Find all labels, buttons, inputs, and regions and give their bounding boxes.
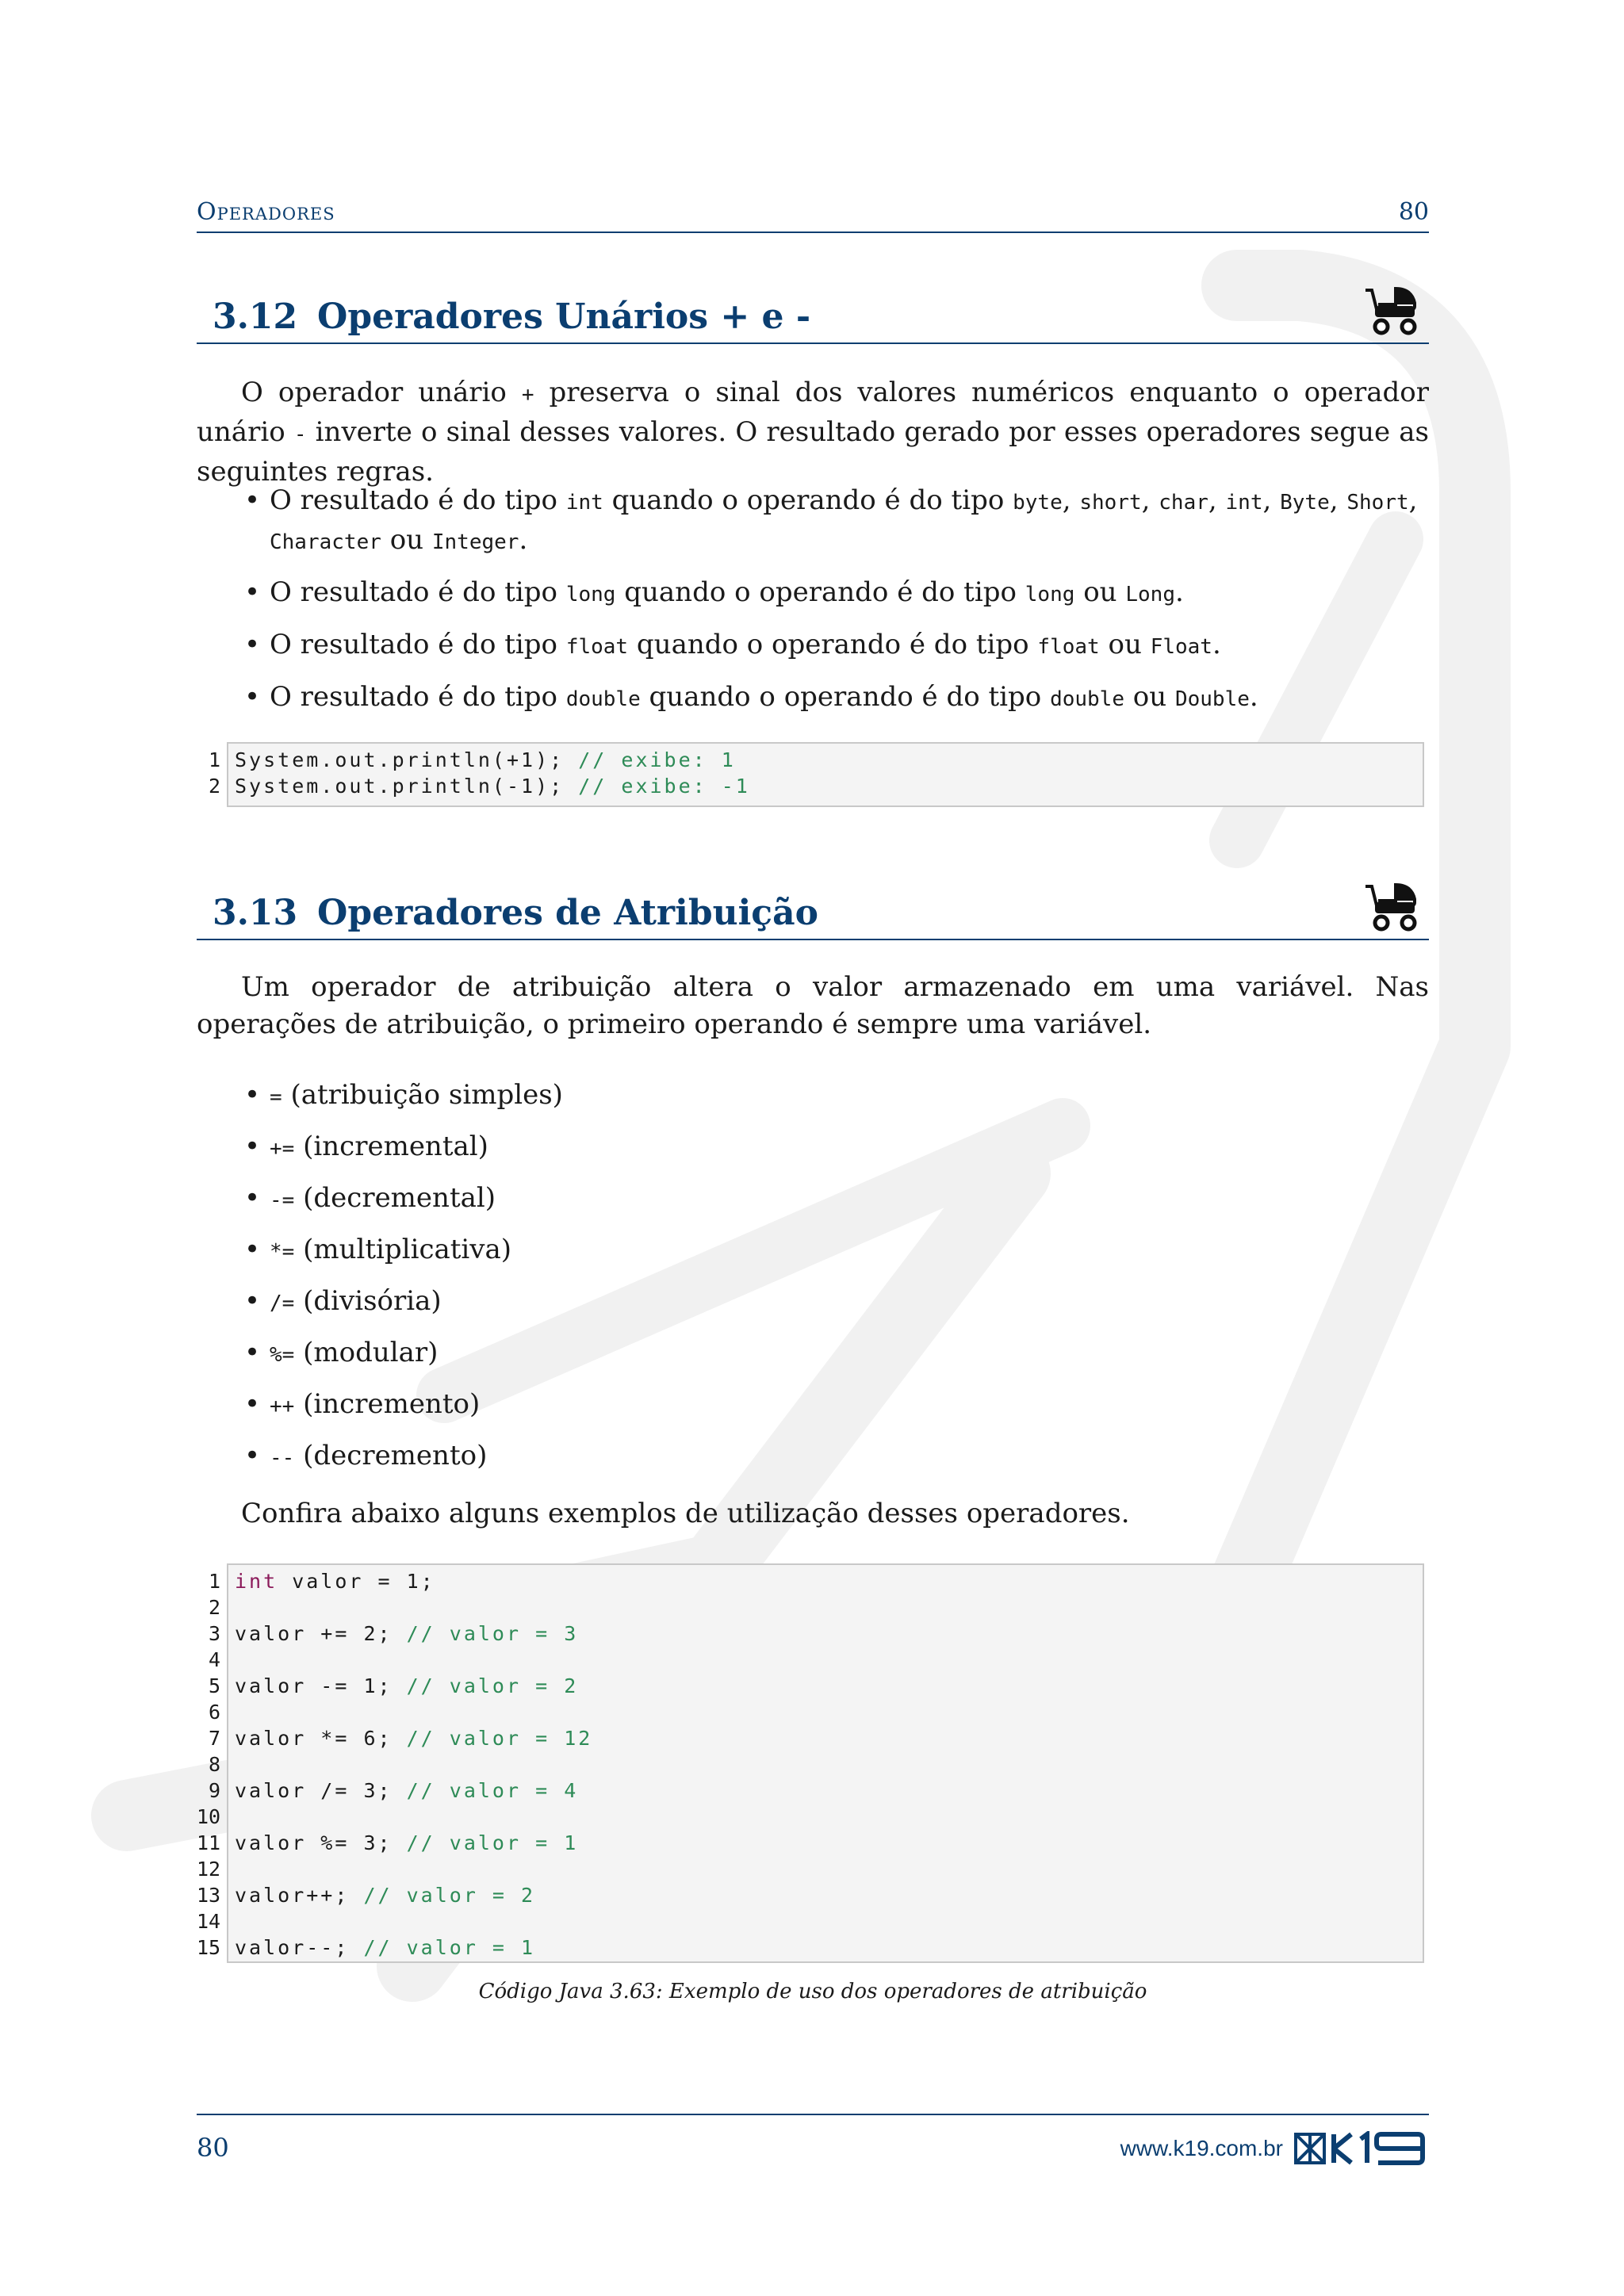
code-line: 1 System.out.println(+1); // exibe: 1 — [208, 748, 736, 771]
k19-logo-icon — [1294, 2131, 1429, 2166]
code-line: 8 — [208, 1753, 220, 1776]
list-item: • -= (decremental) — [244, 1182, 496, 1214]
section-3-12-paragraph: O operador unário + preserva o sinal dos valores numéricos enquanto o operador unário - inverte o sinal desses valores. O resultado gerado por esses operadores segue as seguintes regras. — [197, 377, 1430, 488]
code-line: 3 valor += 2; // valor = 3 — [208, 1622, 579, 1645]
baby-carriage-icon — [1364, 882, 1421, 932]
header-page-number: 80 — [1398, 198, 1429, 226]
unary-rules-list — [197, 482, 1429, 718]
code-line: 10 — [197, 1805, 221, 1828]
list-item: • O resultado é do tipo float quando o operando é do tipo float ou Float. — [244, 629, 1221, 660]
list-item: • %= (modular) — [244, 1337, 439, 1368]
code-line: 12 — [197, 1858, 221, 1881]
code-line: 15 valor--; // valor = 1 — [197, 1936, 536, 1959]
section-heading-3-12 — [197, 290, 1429, 344]
section-heading-3-13 — [197, 886, 1429, 940]
code-block-unary — [208, 742, 1424, 807]
code-line: 1 int valor = 1; — [208, 1570, 435, 1593]
list-item: • ++ (incremento) — [244, 1388, 481, 1420]
code-line: 2 — [208, 1596, 220, 1619]
section-title: Operadores Unários + e - — [317, 297, 811, 337]
code-line: 2 System.out.println(-1); // exibe: -1 — [208, 775, 750, 798]
code-line: 7 valor *= 6; // valor = 12 — [208, 1727, 593, 1750]
baby-carriage-icon — [1364, 285, 1421, 336]
chapter-title: Operadores — [197, 198, 335, 226]
section-title: Operadores de Atribuição — [317, 893, 818, 933]
running-header — [197, 198, 1429, 233]
code-line: 13 valor++; // valor = 2 — [197, 1884, 536, 1907]
code-line: 11 valor %= 3; // valor = 1 — [197, 1831, 579, 1854]
footer-page-number: 80 — [197, 2133, 229, 2163]
list-item: • O resultado é do tipo long quando o operando é do tipo long ou Long. — [244, 576, 1184, 608]
list-item: • O resultado é do tipo double quando o operando é do tipo double ou Double. — [244, 681, 1258, 713]
list-item: • = (atribuição simples) — [244, 1079, 563, 1111]
list-item: • -- (decremento) — [244, 1440, 488, 1471]
list-item: • O resultado é do tipo int quando o operando é do tipo byte, short, char, int, Byte, Short, Character ou Integer. — [244, 484, 1418, 556]
section-number: 3.12 — [213, 297, 298, 337]
code-line: 6 — [208, 1701, 220, 1724]
section-3-13-paragraph: Um operador de atribuição altera o valor armazenado em uma variável. Nas operações de atribuição, o primeiro operando é sempre uma variável. — [197, 971, 1429, 1040]
examples-intro: Confira abaixo alguns exemplos de utilização desses operadores. — [241, 1498, 1130, 1529]
list-item: • /= (divisória) — [244, 1285, 442, 1317]
assignment-operators-list — [197, 1077, 1429, 1477]
code-block-assignment — [197, 1563, 1424, 1963]
code-caption: Código Java 3.63: Exemplo de uso dos operadores de atribuição — [478, 1980, 1147, 2003]
code-line: 14 — [197, 1910, 221, 1933]
section-number: 3.13 — [213, 893, 298, 933]
code-line: 9 valor /= 3; // valor = 4 — [208, 1779, 579, 1802]
page-footer — [197, 2114, 1429, 2163]
list-item: • *= (multiplicativa) — [244, 1234, 512, 1265]
code-line: 4 — [208, 1648, 220, 1671]
code-line: 5 valor -= 1; // valor = 2 — [208, 1674, 579, 1697]
footer-url[interactable]: www.k19.com.br — [1120, 2136, 1283, 2160]
list-item: • += (incremental) — [244, 1131, 488, 1162]
